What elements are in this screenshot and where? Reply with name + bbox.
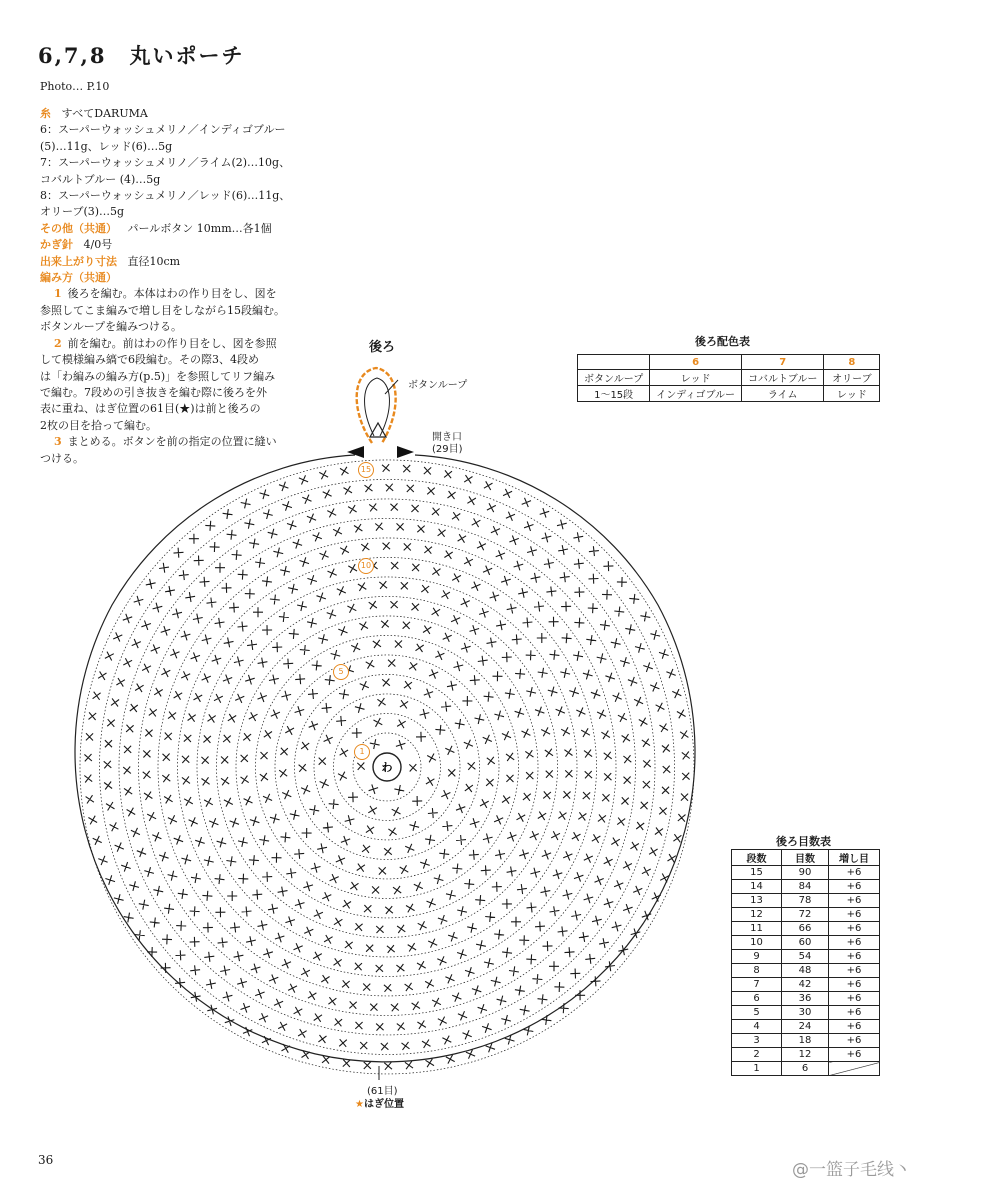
yarn-brand: すべてDARUMA bbox=[61, 107, 148, 120]
table-cell: +6 bbox=[829, 964, 880, 978]
step-number: 1 bbox=[54, 287, 62, 301]
table-row bbox=[732, 1006, 880, 1020]
button-loop-label: ボタンループ bbox=[408, 380, 468, 391]
opening-label-text: 開き口 bbox=[432, 432, 462, 443]
step-text: して模様編み縞で6段編む。その際3、4段め bbox=[40, 353, 259, 367]
table-cell: +6 bbox=[829, 894, 880, 908]
table-cell: 84 bbox=[782, 880, 829, 894]
table-row bbox=[732, 1034, 880, 1048]
round-marker-5: 5 bbox=[333, 664, 349, 680]
table-cell: インディゴブルー bbox=[650, 386, 742, 402]
table-cell: ボタンループ bbox=[578, 370, 650, 386]
table-cell-empty bbox=[829, 1062, 880, 1076]
other-value: パールボタン 10mm…各1個 bbox=[127, 221, 272, 235]
round-marker-10: 10 bbox=[358, 558, 374, 574]
table-row bbox=[578, 370, 880, 386]
table-cell: 13 bbox=[732, 894, 782, 908]
table-cell: 14 bbox=[732, 880, 782, 894]
table-cell: 6 bbox=[732, 992, 782, 1006]
opening-label bbox=[432, 432, 463, 456]
table-row bbox=[732, 922, 880, 936]
button-loop bbox=[357, 368, 398, 443]
table-cell: 30 bbox=[782, 1006, 829, 1020]
table-cell: レッド bbox=[824, 386, 880, 402]
count-table-body bbox=[732, 850, 880, 1076]
table-cell: 12 bbox=[732, 908, 782, 922]
table-cell: 7 bbox=[732, 978, 782, 992]
table-cell: +6 bbox=[829, 978, 880, 992]
step-text: まとめる。ボタンを前の指定の位置に縫い bbox=[67, 435, 277, 449]
table-cell: 11 bbox=[732, 922, 782, 936]
table-cell: 78 bbox=[782, 894, 829, 908]
opening-marker-right bbox=[397, 446, 414, 458]
table-row bbox=[732, 866, 880, 880]
method-label: 編み方（共通） bbox=[40, 271, 117, 285]
table-header: 増し目 bbox=[829, 850, 880, 866]
table-row bbox=[732, 850, 880, 866]
table-cell: 54 bbox=[782, 950, 829, 964]
table-cell: 48 bbox=[782, 964, 829, 978]
table-cell: 24 bbox=[782, 1020, 829, 1034]
table-cell: 8 bbox=[732, 964, 782, 978]
opening-marker-left bbox=[347, 446, 364, 458]
opening-count: (29目) bbox=[432, 444, 463, 455]
table-header: 7 bbox=[742, 355, 824, 370]
table-cell: 15 bbox=[732, 866, 782, 880]
material-line: コバルトブルー (4)…5g bbox=[40, 172, 161, 186]
page-title: 6,7,8 丸いポーチ bbox=[38, 43, 245, 68]
table-cell: コバルトブルー bbox=[742, 370, 824, 386]
table-cell: +6 bbox=[829, 908, 880, 922]
table-cell: オリーブ bbox=[824, 370, 880, 386]
round-marker-15: 15 bbox=[358, 462, 374, 478]
material-line: 6：スーパーウォッシュメリノ／インディゴブルー bbox=[40, 123, 286, 137]
table-cell: +6 bbox=[829, 866, 880, 880]
step-number: 3 bbox=[54, 435, 62, 449]
diagram-label: 後ろ bbox=[369, 340, 396, 355]
table-row bbox=[732, 1062, 880, 1076]
table-cell: 6 bbox=[782, 1062, 829, 1076]
table-cell: +6 bbox=[829, 1034, 880, 1048]
step-text: 前を編む。前はわの作り目をし、図を参照 bbox=[67, 336, 277, 350]
table-cell: +6 bbox=[829, 936, 880, 950]
table-header: 6 bbox=[650, 355, 742, 370]
table-row bbox=[732, 1048, 880, 1062]
join-position-label bbox=[355, 1095, 404, 1110]
table-cell bbox=[578, 355, 650, 370]
table-cell: 72 bbox=[782, 908, 829, 922]
table-cell: レッド bbox=[650, 370, 742, 386]
page-number: 36 bbox=[38, 1153, 54, 1167]
round-marker-1: 1 bbox=[354, 744, 370, 760]
table-row bbox=[732, 964, 880, 978]
count-table bbox=[731, 849, 880, 1076]
star-icon: ★ bbox=[355, 1099, 364, 1110]
table-cell: +6 bbox=[829, 922, 880, 936]
table-cell: 1〜15段 bbox=[578, 386, 650, 402]
table-header: 段数 bbox=[732, 850, 782, 866]
table-header: 8 bbox=[824, 355, 880, 370]
table-cell: 2 bbox=[732, 1048, 782, 1062]
hook-label: かぎ針 bbox=[40, 238, 73, 252]
material-line: (5)…11g、レッド(6)…5g bbox=[40, 139, 173, 153]
table-cell: +6 bbox=[829, 992, 880, 1006]
table-cell: 1 bbox=[732, 1062, 782, 1076]
table-row bbox=[578, 355, 880, 370]
table-cell: 36 bbox=[782, 992, 829, 1006]
photo-reference: Photo… P.10 bbox=[40, 80, 110, 93]
hook-value: 4/0号 bbox=[83, 238, 113, 252]
material-line: 7：スーパーウォッシュメリノ／ライム(2)…10g、 bbox=[40, 156, 291, 170]
table-cell: 66 bbox=[782, 922, 829, 936]
table-row bbox=[732, 950, 880, 964]
table-cell: +6 bbox=[829, 1006, 880, 1020]
join-position-text: はぎ位置 bbox=[363, 1099, 404, 1110]
table-cell: 18 bbox=[782, 1034, 829, 1048]
table-row bbox=[732, 978, 880, 992]
table-cell: +6 bbox=[829, 950, 880, 964]
magic-ring-label: わ bbox=[381, 761, 393, 774]
step-text: 後ろを編む。本体はわの作り目をし、図を bbox=[67, 287, 277, 301]
table-cell: 60 bbox=[782, 936, 829, 950]
bottom-count: (61目) bbox=[367, 1086, 398, 1097]
table-cell: +6 bbox=[829, 1048, 880, 1062]
color-table-title: 後ろ配色表 bbox=[695, 335, 750, 348]
table-cell: 5 bbox=[732, 1006, 782, 1020]
step-number: 2 bbox=[54, 336, 62, 350]
table-cell: 10 bbox=[732, 936, 782, 950]
material-line: オリーブ(3)…5g bbox=[40, 205, 125, 219]
other-label: その他（共通） bbox=[40, 221, 117, 235]
material-line: 8：スーパーウォッシュメリノ／レッド(6)…11g、 bbox=[40, 189, 291, 203]
table-row bbox=[578, 386, 880, 402]
table-row bbox=[732, 894, 880, 908]
yarn-label: 糸 bbox=[40, 107, 51, 120]
table-cell: 12 bbox=[782, 1048, 829, 1062]
table-row bbox=[732, 992, 880, 1006]
step-text: は「わ編みの編み方(p.5)」を参照してリフ編み bbox=[40, 369, 276, 383]
table-cell: 9 bbox=[732, 950, 782, 964]
table-row bbox=[732, 908, 880, 922]
table-header: 目数 bbox=[782, 850, 829, 866]
count-table-title: 後ろ目数表 bbox=[776, 835, 831, 848]
table-row bbox=[732, 880, 880, 894]
table-row bbox=[732, 936, 880, 950]
table-cell: +6 bbox=[829, 880, 880, 894]
step-text: 2枚の目を拾って編む。 bbox=[40, 418, 157, 432]
table-cell: 3 bbox=[732, 1034, 782, 1048]
table-row bbox=[732, 1020, 880, 1034]
table-cell: +6 bbox=[829, 1020, 880, 1034]
step-text: ボタンループを編みつける。 bbox=[40, 320, 182, 334]
table-cell: 4 bbox=[732, 1020, 782, 1034]
color-table bbox=[577, 354, 880, 402]
watermark: @一篮子毛线丶 bbox=[792, 1160, 911, 1180]
table-cell: 42 bbox=[782, 978, 829, 992]
size-label: 出来上がり寸法 bbox=[40, 254, 117, 268]
table-cell: 90 bbox=[782, 866, 829, 880]
size-value: 直径10cm bbox=[127, 254, 181, 268]
step-text: 表に重ね、はぎ位置の61目(★)は前と後ろの bbox=[40, 402, 261, 416]
step-text: つける。 bbox=[40, 451, 84, 465]
step-text: 参照してこま編みで増し目をしながら15段編む。 bbox=[40, 303, 285, 317]
table-cell: ライム bbox=[742, 386, 824, 402]
step-text: で編む。7段めの引き抜きを編む際に後ろを外 bbox=[40, 385, 267, 399]
